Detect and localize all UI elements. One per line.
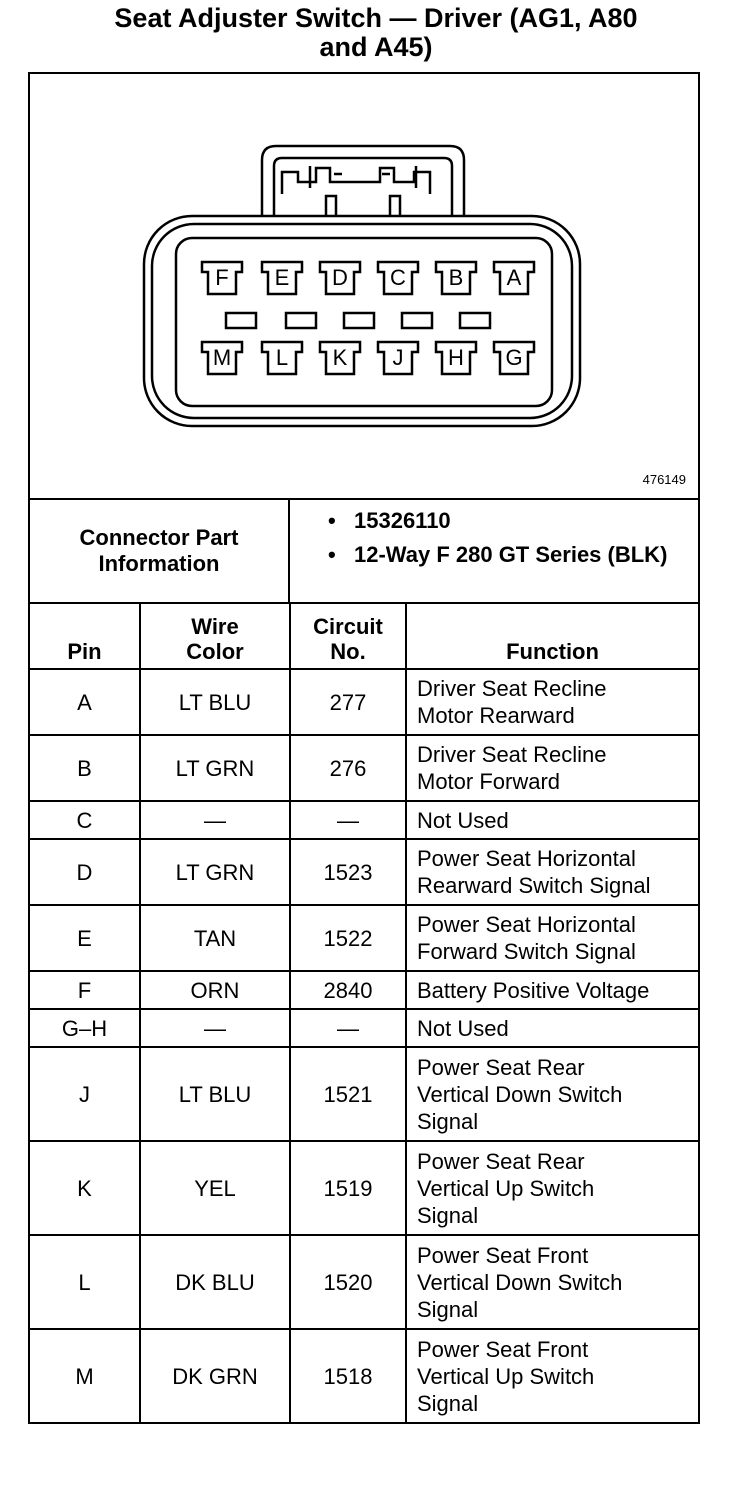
cavity-label: B xyxy=(448,265,464,290)
function-cell: Power Seat Rear Vertical Up Switch Signal xyxy=(406,1141,698,1235)
cavity-bottom xyxy=(494,342,534,374)
connector-diagram xyxy=(30,74,698,500)
pin-cell: M xyxy=(30,1329,140,1423)
function-cell: Power Seat Horizontal Forward Switch Signal xyxy=(406,905,698,971)
table-row xyxy=(30,735,698,801)
wire-color-cell: — xyxy=(140,801,290,839)
table-row xyxy=(30,1009,698,1047)
table-row xyxy=(30,1329,698,1423)
pin-cell: F xyxy=(30,971,140,1009)
connector-frame xyxy=(28,72,700,1424)
cavity-label: L xyxy=(275,345,289,370)
cavity-label: H xyxy=(448,345,464,370)
wire-color-cell: LT GRN xyxy=(140,839,290,905)
cavity-top xyxy=(262,262,302,294)
cavity-label: E xyxy=(274,265,290,290)
wire-color-cell: — xyxy=(140,1009,290,1047)
pin-cell: L xyxy=(30,1235,140,1329)
wire-color-cell: LT BLU xyxy=(140,669,290,735)
circuit-cell: 1520 xyxy=(290,1235,406,1329)
cavity-bottom xyxy=(436,342,476,374)
cavity-label: G xyxy=(505,345,523,370)
pinout-table xyxy=(30,602,698,1424)
cavity-top xyxy=(320,262,360,294)
header-function: Function xyxy=(406,602,698,669)
pinout-rows xyxy=(30,669,698,1423)
function-cell: Driver Seat Recline Motor Forward xyxy=(406,735,698,801)
cavity-label: A xyxy=(506,265,522,290)
header-wire-color xyxy=(140,602,290,669)
cavity-top xyxy=(436,262,476,294)
function-cell: Power Seat Rear Vertical Down Switch Signal xyxy=(406,1047,698,1141)
circuit-cell: 2840 xyxy=(290,971,406,1009)
table-row xyxy=(30,971,698,1009)
table-row xyxy=(30,801,698,839)
table-row xyxy=(30,669,698,735)
pin-cell: A xyxy=(30,669,140,735)
cavity-label: D xyxy=(332,265,348,290)
cavity-label: K xyxy=(332,345,348,370)
function-cell: Power Seat Front Vertical Down Switch Signal xyxy=(406,1235,698,1329)
header-wire-line2: Color xyxy=(186,639,244,664)
cavity-label: M xyxy=(212,345,232,370)
function-cell: Power Seat Horizontal Rearward Switch Signal xyxy=(406,839,698,905)
table-row xyxy=(30,1235,698,1329)
cavity-label: C xyxy=(390,265,406,290)
circuit-cell: 276 xyxy=(290,735,406,801)
circuit-cell: 1523 xyxy=(290,839,406,905)
header-pin: Pin xyxy=(30,602,140,669)
connector-info-list xyxy=(328,508,667,576)
header-circuit-no xyxy=(290,602,406,669)
title-line-2: and A45) xyxy=(319,32,433,62)
circuit-cell: 1521 xyxy=(290,1047,406,1141)
pin-cell: E xyxy=(30,905,140,971)
pin-cell: G–H xyxy=(30,1009,140,1047)
connector-info-label: Connector Part Information xyxy=(30,500,290,602)
header-wire-line1: Wire xyxy=(191,614,239,639)
table-row xyxy=(30,905,698,971)
circuit-cell: 277 xyxy=(290,669,406,735)
cavity-top xyxy=(202,262,242,294)
table-row xyxy=(30,1141,698,1235)
circuit-cell: 1518 xyxy=(290,1329,406,1423)
cavity-label: J xyxy=(392,345,404,370)
header-circuit-line1: Circuit xyxy=(313,614,383,639)
function-cell: Battery Positive Voltage xyxy=(406,971,698,1009)
function-cell: Power Seat Front Vertical Up Switch Signal xyxy=(406,1329,698,1423)
wire-color-cell: DK GRN xyxy=(140,1329,290,1423)
figure-id: 476149 xyxy=(642,472,686,487)
pin-cell: K xyxy=(30,1141,140,1235)
circuit-cell: — xyxy=(290,1009,406,1047)
function-cell: Not Used xyxy=(406,1009,698,1047)
page-title xyxy=(0,4,752,62)
circuit-cell: 1519 xyxy=(290,1141,406,1235)
wire-color-cell: LT BLU xyxy=(140,1047,290,1141)
table-row xyxy=(30,839,698,905)
function-cell: Driver Seat Recline Motor Rearward xyxy=(406,669,698,735)
connector-part-info xyxy=(30,500,698,604)
circuit-cell: — xyxy=(290,801,406,839)
cavity-bottom xyxy=(202,342,242,374)
cavities-top-row xyxy=(202,262,534,294)
wire-color-cell: TAN xyxy=(140,905,290,971)
pin-cell: J xyxy=(30,1047,140,1141)
pin-cell: C xyxy=(30,801,140,839)
bullet-icon: • xyxy=(328,542,336,567)
cavity-bottom xyxy=(320,342,360,374)
title-line-1: Seat Adjuster Switch — Driver (AG1, A80 xyxy=(114,3,638,33)
table-row xyxy=(30,1047,698,1141)
cavity-label: F xyxy=(215,265,229,290)
bullet-icon: • xyxy=(328,508,336,533)
cavity-top xyxy=(494,262,534,294)
connector-series: 12-Way F 280 GT Series (BLK) xyxy=(354,542,668,567)
wire-color-cell: YEL xyxy=(140,1141,290,1235)
connector-info-item xyxy=(328,508,667,534)
cavities-bottom-row xyxy=(202,342,534,374)
wire-color-cell: DK BLU xyxy=(140,1235,290,1329)
connector-face-drawing xyxy=(30,74,698,498)
wire-color-cell: LT GRN xyxy=(140,735,290,801)
connector-info-item xyxy=(328,542,667,568)
table-header-row xyxy=(30,602,698,669)
circuit-cell: 1522 xyxy=(290,905,406,971)
part-number: 15326110 xyxy=(354,508,451,533)
pin-cell: B xyxy=(30,735,140,801)
function-cell: Not Used xyxy=(406,801,698,839)
pin-cell: D xyxy=(30,839,140,905)
wire-color-cell: ORN xyxy=(140,971,290,1009)
header-circuit-line2: No. xyxy=(330,639,366,664)
cavity-bottom xyxy=(378,342,418,374)
cavity-top xyxy=(378,262,418,294)
cavity-bottom xyxy=(262,342,302,374)
